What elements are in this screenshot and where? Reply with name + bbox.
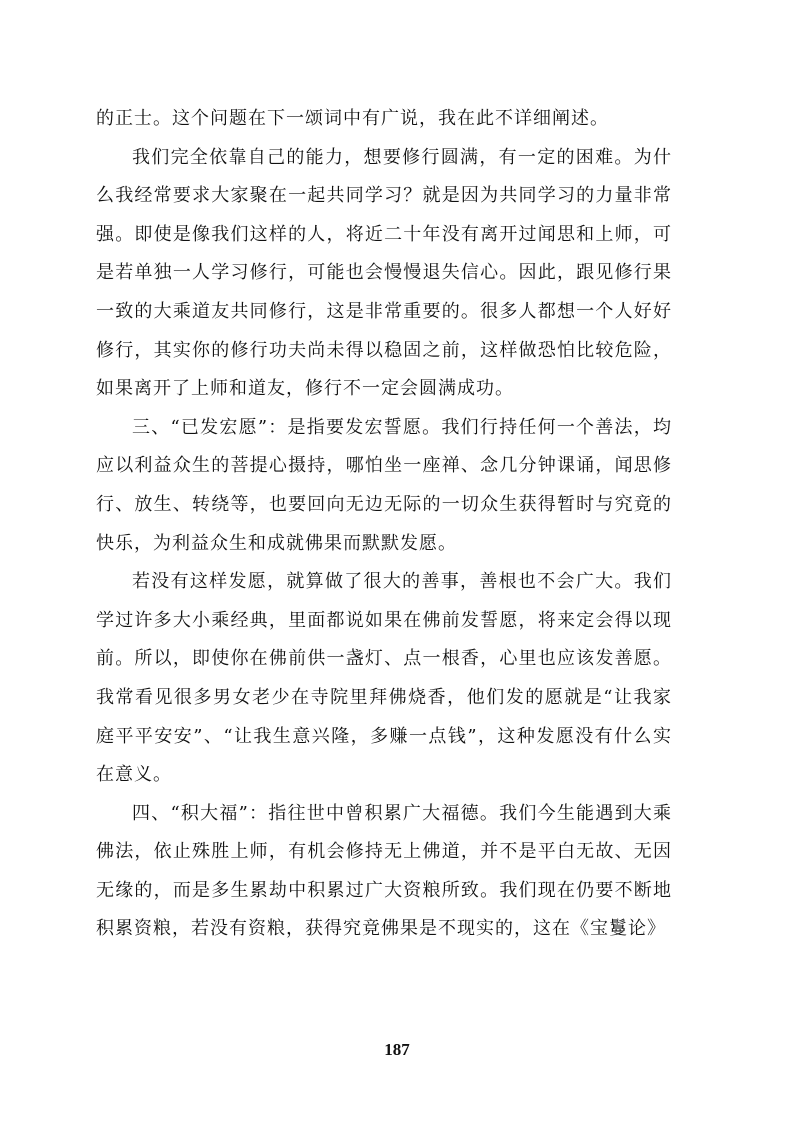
body-text (96, 100, 672, 949)
paragraph-great-merit: 四、“积大福”：指往世中曾积累广大福德。我们今生能遇到大乘佛法，依止殊胜上师，有机会修持无上佛道，并不是平白无故、无因无缘的，而是多生累劫中积累过广大资粮所致。我们现在仍要不断地积累资粮，若没有资粮，获得究竟佛果是不现实的，这在《宝鬘论》 (96, 802, 672, 940)
page-number: 187 (384, 1040, 410, 1059)
paragraph-vow-example: 若没有这样发愿，就算做了很大的善事，善根也不会广大。我们学过许多大小乘经典，里面都说如果在佛前发誓愿，将来定会得以现前。所以，即使你在佛前供一盏灯、点一根香，心里也应该发善愿。我常看见很多男女老少在寺院里拜佛烧香，他们发的愿就是“让我家庭平平安安”、“让我生意兴隆，多赚一点钱”，这种发愿没有什么实在意义。 (96, 571, 672, 786)
paragraph-great-vow: 三、“已发宏愿”：是指要发宏誓愿。我们行持任何一个善法，均应以利益众生的菩提心摄持，哪怕坐一座禅、念几分钟课诵，闻思修行、放生、转绕等，也要回向无边无际的一切众生获得暂时与究竟的快乐，为利益众生和成就佛果而默默发愿。 (96, 416, 672, 554)
paragraph-joint-practice: 我们完全依靠自己的能力，想要修行圆满，有一定的困难。为什么我经常要求大家聚在一起共同学习？就是因为共同学习的力量非常强。即使是像我们这样的人，将近二十年没有离开过闻思和上师，可是若单独一人学习修行，可能也会慢慢退失信心。因此，跟见修行果一致的大乘道友共同修行，这是非常重要的。很多人都想一个人好好修行，其实你的修行功夫尚未得以稳固之前，这样做恐怕比较危险，如果离开了上师和道友，修行不一定会圆满成功。 (96, 146, 672, 400)
paragraph-continuation: 的正士。这个问题在下一颂词中有广说，我在此不详细阐述。 (96, 108, 609, 129)
